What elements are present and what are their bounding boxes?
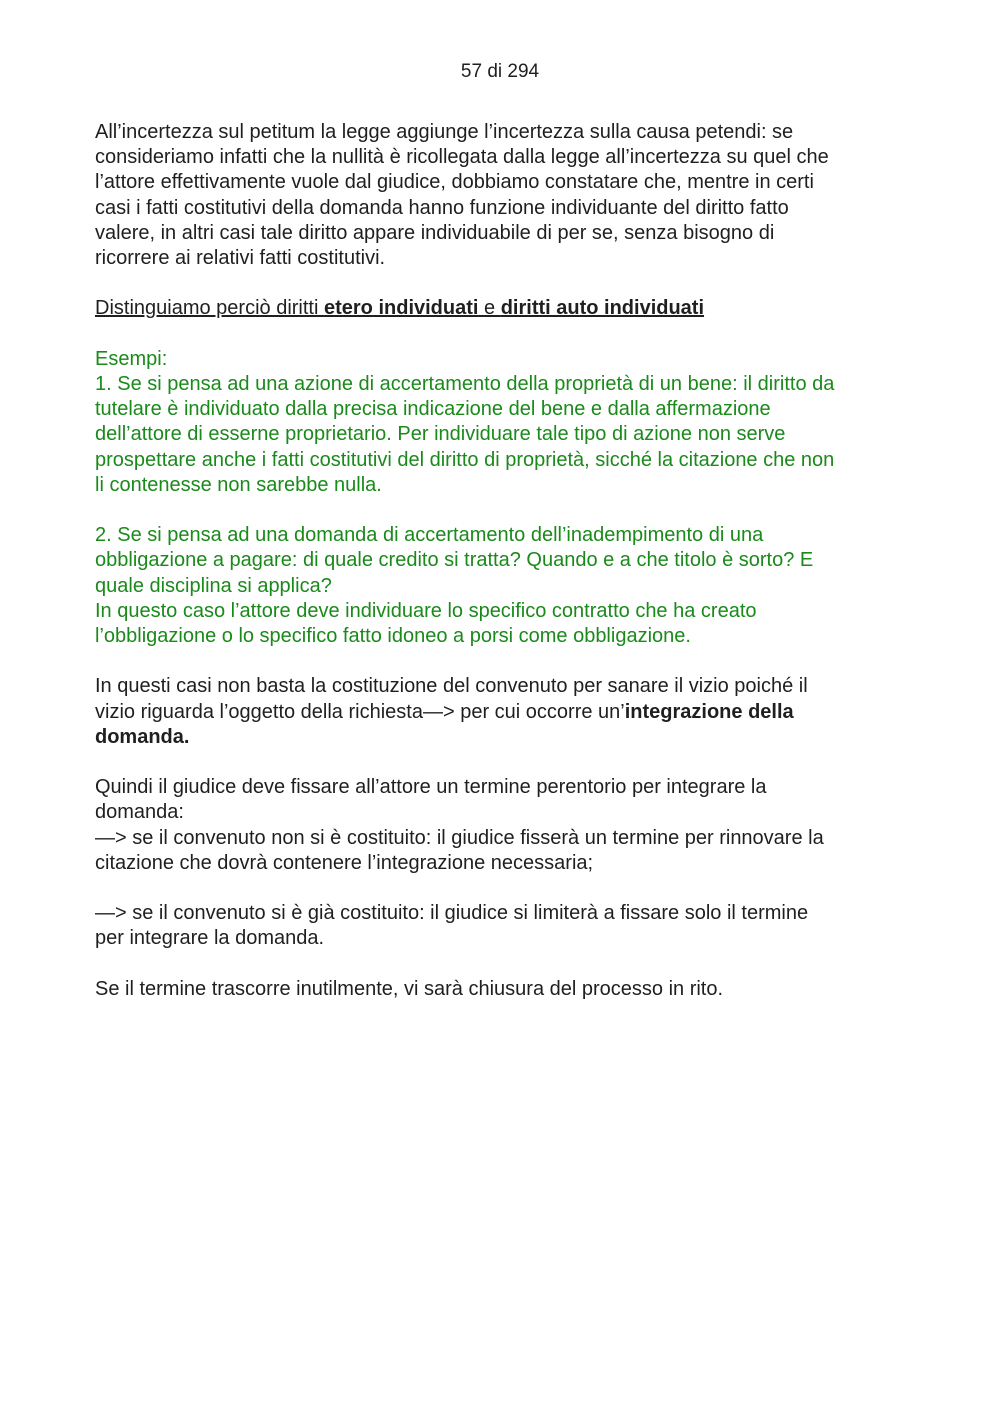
examples-heading: Esempi: bbox=[95, 347, 168, 370]
text-line bbox=[95, 296, 915, 321]
text-line: consideriamo infatti che la nullità è ricollegata dalla legge all’incertezza su quel che bbox=[95, 146, 829, 169]
text-line: Quindi il giudice deve fissare all’attore un termine perentorio per integrare la bbox=[95, 776, 767, 799]
text-line: dell’attore di esserne proprietario. Per individuare tale tipo di azione non serve bbox=[95, 423, 786, 446]
text-line: l’attore effettivamente vuole dal giudice, dobbiamo constatare che, mentre in certi bbox=[95, 171, 814, 194]
text-line: tutelare è individuato dalla precisa indicazione del bene e dalla affermazione bbox=[95, 398, 771, 421]
document-body bbox=[95, 120, 915, 1027]
paragraph-causa-petendi bbox=[95, 120, 915, 271]
term-auto-individuati: diritti auto individuati bbox=[500, 297, 705, 320]
text-line: ricorrere ai relativi fatti costitutivi. bbox=[95, 247, 386, 270]
paragraph-distinction bbox=[95, 296, 915, 321]
text-line: valere, in altri casi tale diritto appare individuabile di per se, senza bisogno di bbox=[95, 221, 775, 244]
paragraph-integration bbox=[95, 674, 915, 750]
page-number: 57 di 294 bbox=[460, 61, 540, 82]
text-line: —> se il convenuto non si è costituito: il giudice fisserà un termine per rinnovare la bbox=[95, 826, 824, 849]
paragraph-example-1 bbox=[95, 347, 915, 498]
text-line: casi i fatti costitutivi della domanda hanno funzione individuante del diritto fatto bbox=[95, 196, 789, 219]
text-line: l’obbligazione o lo specifico fatto idoneo a porsi come obbligazione. bbox=[95, 625, 691, 648]
text-line: per integrare la domanda. bbox=[95, 927, 325, 950]
text-line: In questi casi non basta la costituzione del convenuto per sanare il vizio poiché il bbox=[95, 675, 808, 698]
distinction-prefix: Distinguiamo perciò diritti bbox=[95, 297, 324, 320]
text-line: domanda: bbox=[95, 801, 184, 824]
paragraph-quindi bbox=[95, 775, 915, 876]
term-etero-individuati: etero individuati bbox=[323, 297, 479, 320]
text-line: obbligazione a pagare: di quale credito si tratta? Quando e a che titolo è sorto? E bbox=[95, 549, 814, 572]
text-line: li contenesse non sarebbe nulla. bbox=[95, 473, 382, 496]
text-line bbox=[95, 725, 915, 750]
text-line: 2. Se si pensa ad una domanda di accertamento dell’inadempimento di una bbox=[95, 524, 764, 547]
text-line: 1. Se si pensa ad una azione di accertamento della proprietà di un bene: il diritto da bbox=[95, 373, 835, 395]
text-line: quale disciplina si applica? bbox=[95, 574, 332, 597]
integration-prefix: vizio riguarda l’oggetto della richiesta—> per cui occorre un’ bbox=[95, 700, 625, 723]
text-line: Se il termine trascorre inutilmente, vi sarà chiusura del processo in rito. bbox=[95, 977, 724, 1000]
text-line bbox=[95, 700, 915, 725]
text-line: In questo caso l’attore deve individuare lo specifico contratto che ha creato bbox=[95, 599, 757, 622]
domanda-bold: domanda. bbox=[95, 725, 190, 748]
distinction-middle: e bbox=[478, 297, 501, 320]
text-line: —> se il convenuto si è già costituito: il giudice si limiterà a fissare solo il termine bbox=[95, 902, 809, 925]
paragraph-final bbox=[95, 977, 915, 1002]
paragraph-costituito bbox=[95, 901, 915, 951]
text-line: All’incertezza sul petitum la legge aggiunge l’incertezza sulla causa petendi: se bbox=[95, 121, 794, 143]
paragraph-example-2 bbox=[95, 523, 915, 649]
text-line: citazione che dovrà contenere l’integrazione necessaria; bbox=[95, 851, 594, 874]
text-line: prospettare anche i fatti costitutivi del diritto di proprietà, sicché la citazione che non bbox=[95, 448, 835, 471]
integration-bold: integrazione della bbox=[624, 700, 794, 723]
